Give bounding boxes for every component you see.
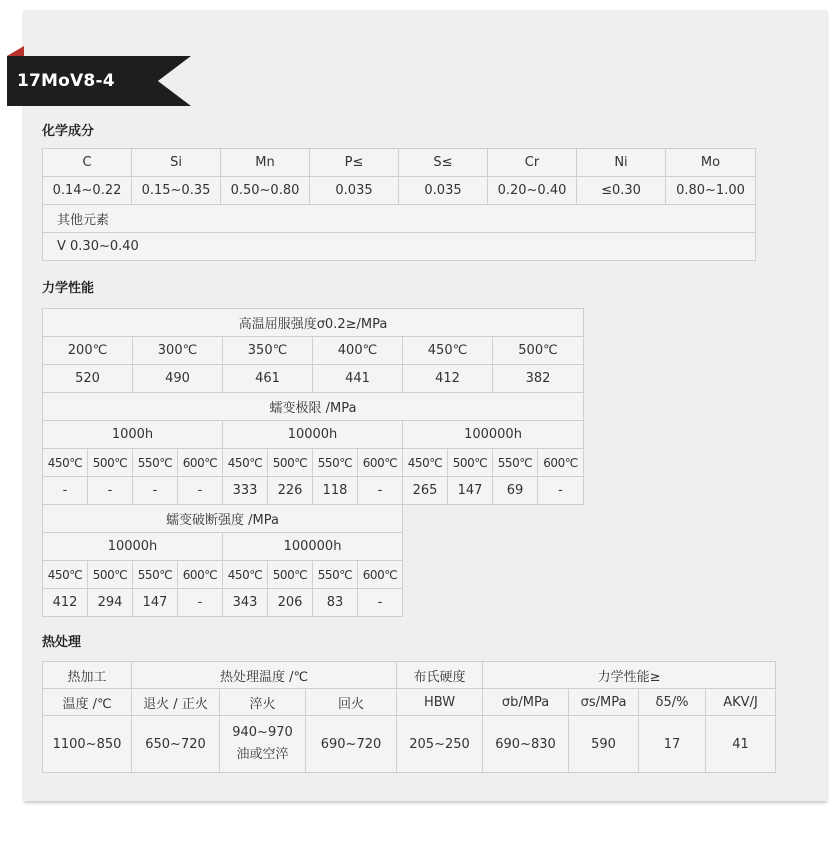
- grade-title: 17MoV8-4: [17, 71, 115, 91]
- table-row: [43, 177, 756, 205]
- yield-temp: 200℃: [43, 337, 133, 365]
- quench-temp: 940~970: [232, 725, 293, 740]
- heat-treatment-table: [42, 661, 776, 773]
- element-header: S≤: [399, 149, 488, 177]
- creep-value: -: [43, 477, 88, 505]
- creep-temp: 450℃: [403, 449, 448, 477]
- sub-header: δ5/%: [639, 689, 706, 716]
- element-header: Si: [132, 149, 221, 177]
- creep-group: 1000h: [43, 421, 223, 449]
- yield-temp: 500℃: [493, 337, 584, 365]
- ribbon-fold: [7, 46, 24, 56]
- element-header: Ni: [577, 149, 666, 177]
- akv-value: 41: [706, 716, 776, 773]
- section-title-chemical: 化学成分: [42, 124, 95, 139]
- creep-value: 333: [223, 477, 268, 505]
- table-row: [43, 505, 584, 533]
- creep-value: 69: [493, 477, 538, 505]
- rupture-value: 412: [43, 589, 88, 617]
- rupture-temp: 600℃: [358, 561, 403, 589]
- creep-temp: 500℃: [268, 449, 313, 477]
- d5-value: 17: [639, 716, 706, 773]
- creep-value: -: [358, 477, 403, 505]
- rupture-temp: 550℃: [313, 561, 358, 589]
- element-value: 0.035: [310, 177, 399, 205]
- ss-value: 590: [569, 716, 639, 773]
- table-row: [43, 449, 584, 477]
- rupture-value: 147: [133, 589, 178, 617]
- creep-value: 226: [268, 477, 313, 505]
- creep-temp: 550℃: [133, 449, 178, 477]
- element-header: Cr: [488, 149, 577, 177]
- table-row: [43, 205, 756, 233]
- rupture-value: 206: [268, 589, 313, 617]
- rupture-value: 294: [88, 589, 133, 617]
- sub-header: 回火: [306, 689, 397, 716]
- blank-cell: [403, 589, 584, 617]
- table-row: [43, 589, 584, 617]
- element-value: 0.14~0.22: [43, 177, 132, 205]
- section-title-heat: 热处理: [42, 635, 82, 650]
- table-row: [43, 533, 584, 561]
- hot-work-unit: 温度 /℃: [43, 689, 132, 716]
- creep-temp: 600℃: [538, 449, 584, 477]
- rupture-temp: 500℃: [88, 561, 133, 589]
- creep-temp: 450℃: [223, 449, 268, 477]
- element-value: 0.15~0.35: [132, 177, 221, 205]
- element-value: 0.20~0.40: [488, 177, 577, 205]
- temper-value: 690~720: [306, 716, 397, 773]
- mech-props-header: 力学性能≥: [483, 662, 776, 689]
- element-value: 0.80~1.00: [666, 177, 756, 205]
- yield-temp: 400℃: [313, 337, 403, 365]
- creep-value: 118: [313, 477, 358, 505]
- blank-cell: [403, 533, 584, 561]
- rupture-temp: 550℃: [133, 561, 178, 589]
- rupture-temp: 450℃: [223, 561, 268, 589]
- rupture-temp: 600℃: [178, 561, 223, 589]
- creep-temp: 450℃: [43, 449, 88, 477]
- rupture-value: -: [178, 589, 223, 617]
- table-row: [43, 309, 584, 337]
- yield-temp: 300℃: [133, 337, 223, 365]
- sub-header: σs/MPa: [569, 689, 639, 716]
- hot-work-header: 热加工: [43, 662, 132, 689]
- table-row: [43, 716, 776, 773]
- other-elements-value: V 0.30~0.40: [43, 233, 756, 261]
- creep-group: 10000h: [223, 421, 403, 449]
- creep-group: 100000h: [403, 421, 584, 449]
- mechanical-properties-table: [42, 308, 584, 617]
- hardness-header: 布氏硬度: [397, 662, 483, 689]
- element-header: P≤: [310, 149, 399, 177]
- table-row: [43, 393, 584, 421]
- sub-header: 淬火: [220, 689, 306, 716]
- rupture-value: 83: [313, 589, 358, 617]
- creep-value: 265: [403, 477, 448, 505]
- creep-temp: 600℃: [358, 449, 403, 477]
- creep-temp: 550℃: [493, 449, 538, 477]
- yield-value: 412: [403, 365, 493, 393]
- hardness-unit: HBW: [397, 689, 483, 716]
- table-row: [43, 149, 756, 177]
- table-row: [43, 477, 584, 505]
- creep-temp: 500℃: [448, 449, 493, 477]
- table-row: [43, 421, 584, 449]
- yield-temp: 450℃: [403, 337, 493, 365]
- yield-strength-title: 高温屈服强度σ0.2≥/MPa: [43, 309, 584, 337]
- element-header: Mo: [666, 149, 756, 177]
- hbw-value: 205~250: [397, 716, 483, 773]
- sub-header: 退火 / 正火: [132, 689, 220, 716]
- rupture-group: 10000h: [43, 533, 223, 561]
- element-header: C: [43, 149, 132, 177]
- rupture-value: 343: [223, 589, 268, 617]
- element-value: 0.035: [399, 177, 488, 205]
- quench-value: [220, 716, 306, 773]
- creep-value: -: [88, 477, 133, 505]
- creep-value: -: [538, 477, 584, 505]
- section-title-mechanical: 力学性能: [42, 281, 95, 296]
- element-header: Mn: [221, 149, 310, 177]
- hot-work-value: 1100~850: [43, 716, 132, 773]
- table-row: [43, 233, 756, 261]
- creep-temp: 600℃: [178, 449, 223, 477]
- rupture-group: 100000h: [223, 533, 403, 561]
- table-row: [43, 365, 584, 393]
- creep-limit-title: 蠕变极限 /MPa: [43, 393, 584, 421]
- yield-value: 461: [223, 365, 313, 393]
- chemical-composition-table: [42, 148, 756, 261]
- sub-header: AKV/J: [706, 689, 776, 716]
- rupture-value: -: [358, 589, 403, 617]
- anneal-value: 650~720: [132, 716, 220, 773]
- table-row: [43, 662, 776, 689]
- creep-temp: 500℃: [88, 449, 133, 477]
- yield-value: 490: [133, 365, 223, 393]
- yield-value: 520: [43, 365, 133, 393]
- quench-medium: 油或空淬: [236, 747, 289, 762]
- yield-value: 382: [493, 365, 584, 393]
- yield-temp: 350℃: [223, 337, 313, 365]
- creep-value: -: [178, 477, 223, 505]
- table-row: [43, 689, 776, 716]
- rupture-temp: 500℃: [268, 561, 313, 589]
- rupture-strength-title: 蠕变破断强度 /MPa: [43, 505, 403, 533]
- table-row: [43, 561, 584, 589]
- rupture-temp: 450℃: [43, 561, 88, 589]
- ht-temp-header: 热处理温度 /℃: [132, 662, 397, 689]
- other-elements-label: 其他元素: [43, 205, 756, 233]
- creep-temp: 550℃: [313, 449, 358, 477]
- table-row: [43, 337, 584, 365]
- creep-value: -: [133, 477, 178, 505]
- blank-cell: [403, 561, 584, 589]
- sb-value: 690~830: [483, 716, 569, 773]
- element-value: ≤0.30: [577, 177, 666, 205]
- yield-value: 441: [313, 365, 403, 393]
- blank-cell: [403, 505, 584, 533]
- element-value: 0.50~0.80: [221, 177, 310, 205]
- creep-value: 147: [448, 477, 493, 505]
- sub-header: σb/MPa: [483, 689, 569, 716]
